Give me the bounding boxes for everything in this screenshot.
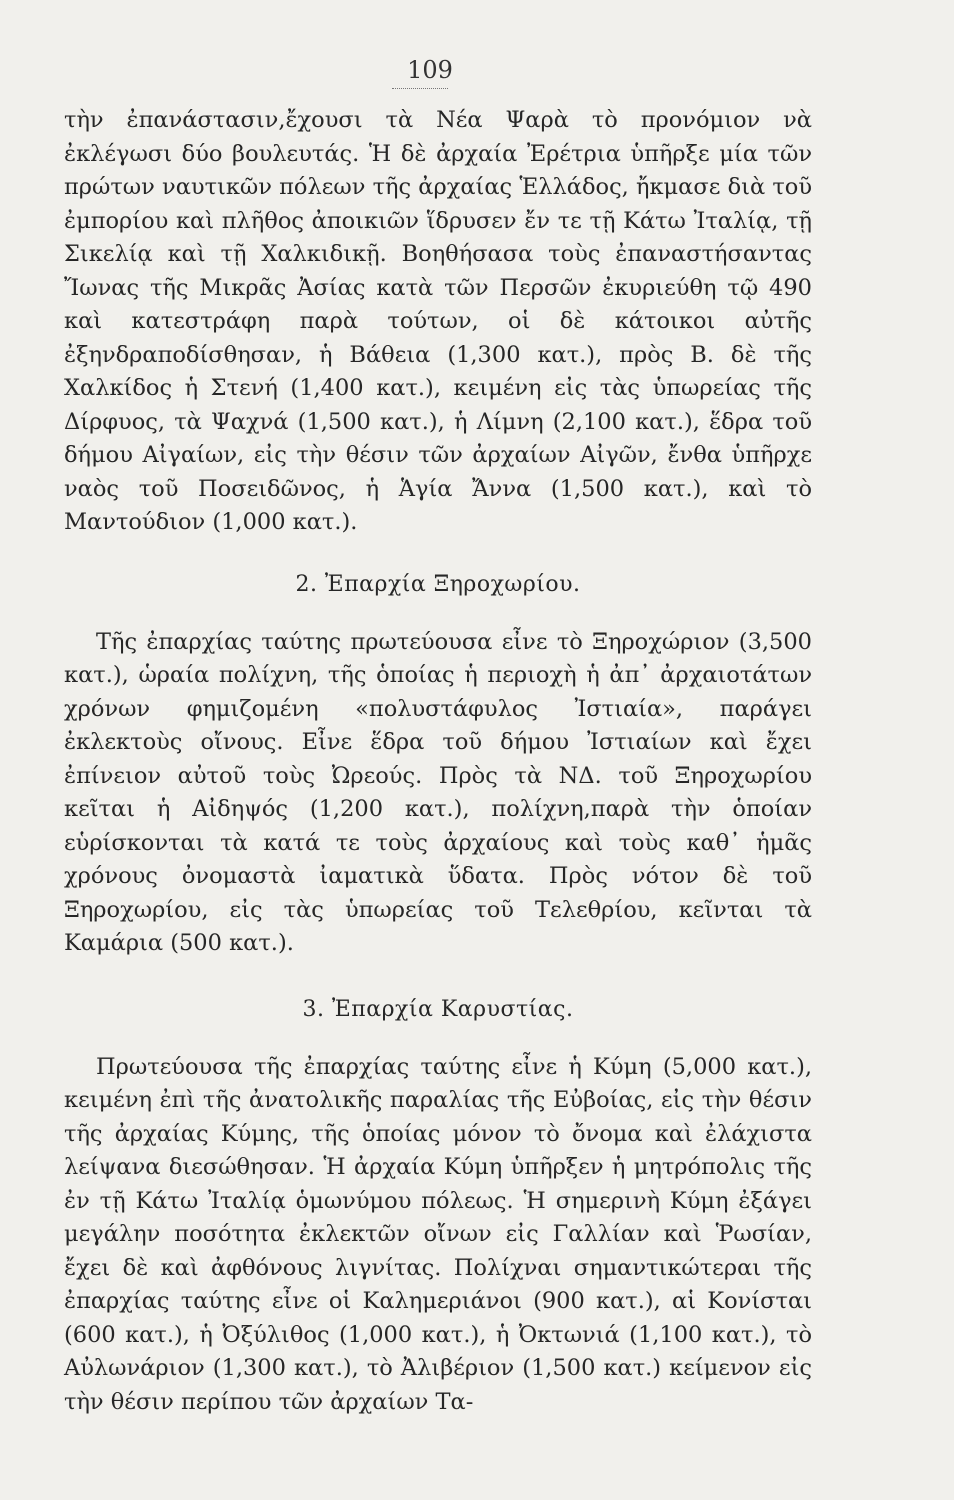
section-heading-karystia: 3. Ἐπαρχία Καρυστίας.: [302, 996, 574, 1022]
section-heading-xirochori: 2. Ἐπαρχία Ξηροχωρίου.: [295, 571, 581, 597]
body-text: [64, 104, 812, 1419]
paragraph-karystia: Πρωτεύουσα τῆς ἐπαρχίας ταύτης εἶνε ἡ Κύμη (5,000 κατ.), κειμένη ἐπὶ τῆς ἀνατολικῆς παραλίας τῆς Εὐβοίας, εἰς τὴν θέσιν τῆς ἀρχαίας Κύμης, τῆς ὁποίας μόνον τὸ ὄνομα καὶ ἐλάχιστα λείψανα διεσώθησαν. Ἡ ἀρχαία Κύμη ὑπῆρξεν ἡ μητρόπολις τῆς ἐν τῇ Κάτω Ἰταλίᾳ ὁμωνύμου πόλεως. Ἡ σημερινὴ Κύμη ἐξάγει μεγάλην ποσότητα ἐκλεκτῶν οἴνων εἰς Γαλλίαν καὶ Ῥωσίαν, ἔχει δὲ καὶ ἀφθόνους λιγνίτας. Πολίχναι σημαντικώτεραι τῆς ἐπαρχίας ταύτης εἶνε οἱ Καλημεριάνοι (900 κατ.), αἱ Κονίσται (600 κατ.), ἡ Ὀξύλιθος (1,000 κατ.), ἡ Ὀκτωνιά (1,100 κατ.), τὸ Αὐλωνάριον (1,300 κατ.), τὸ Ἀλιβέριον (1,500 κατ.) κείμενον εἰς τὴν θέσιν περίπου τῶν ἀρχαίων Τα-: [64, 1053, 812, 1415]
page-number-rule: [392, 88, 448, 89]
paragraph-continuation: τὴν ἐπανάστασιν,ἔχουσι τὰ Νέα Ψαρὰ τὸ προνόμιον νὰ ἐκλέγωσι δύο βουλευτάς. Ἡ δὲ ἀρχαία Ἐρέτρια ὑπῆρξε μία τῶν πρώτων ναυτικῶν πόλεων τῆς ἀρχαίας Ἑλλάδος, ἤκμασε διὰ τοῦ ἐμπορίου καὶ πλῆθος ἀποικιῶν ἵδρυσεν ἔν τε τῇ Κάτω Ἰταλίᾳ, τῇ Σικελίᾳ καὶ τῇ Χαλκιδικῇ. Βοηθήσασα τοὺς ἐπαναστήσαντας Ἴωνας τῆς Μικρᾶς Ἀσίας κατὰ τῶν Περσῶν ἐκυριεύθη τῷ 490 καὶ κατεστράφη παρὰ τούτων, οἱ δὲ κάτοικοι αὐτῆς ἐξηνδραποδίσθησαν, ἡ Βάθεια (1,300 κατ.), πρὸς Β. δὲ τῆς Χαλκίδος ἡ Στενή (1,400 κατ.), κειμένη εἰς τὰς ὑπωρείας τῆς Δίρφυος, τὰ Ψαχνά (1,500 κατ.), ἡ Λίμνη (2,100 κατ.), ἕδρα τοῦ δήμου Αἰγαίων, εἰς τὴν θέσιν τῶν ἀρχαίων Αἰγῶν, ἔνθα ὑπῆρχε ναὸς τοῦ Ποσειδῶνος, ἡ Ἁγία Ἄννα (1,500 κατ.), καὶ τὸ Μαντούδιον (1,000 κατ.).: [64, 107, 812, 535]
paragraph-xirochori: Τῆς ἐπαρχίας ταύτης πρωτεύουσα εἶνε τὸ Ξηροχώριον (3,500 κατ.), ὡραία πολίχνη, τῆς ὁποίας ἡ περιοχὴ ἡ ἀπ᾽ ἀρχαιοτάτων χρόνων φημιζομένη «πολυστάφυλος Ἰστιαία», παράγει ἐκλεκτοὺς οἴνους. Εἶνε ἕδρα τοῦ δήμου Ἰστιαίων καὶ ἔχει ἐπίνειον αὐτοῦ τοὺς Ὠρεούς. Πρὸς τὰ ΝΔ. τοῦ Ξηροχωρίου κεῖται ἡ Αἰδηψός (1,200 κατ.), πολίχνη,παρὰ τὴν ὁποίαν εὑρίσκονται τὰ κατά τε τοὺς ἀρχαίους καὶ τοὺς καθ᾽ ἡμᾶς χρόνους ὀνομαστὰ ἰαματικὰ ὕδατα. Πρὸς νότον δὲ τοῦ Ξηροχωρίου, εἰς τὰς ὑπωρείας τοῦ Τελεθρίου, κεῖνται τὰ Καμάρια (500 κατ.).: [64, 628, 812, 956]
page-number: 109: [407, 56, 453, 84]
